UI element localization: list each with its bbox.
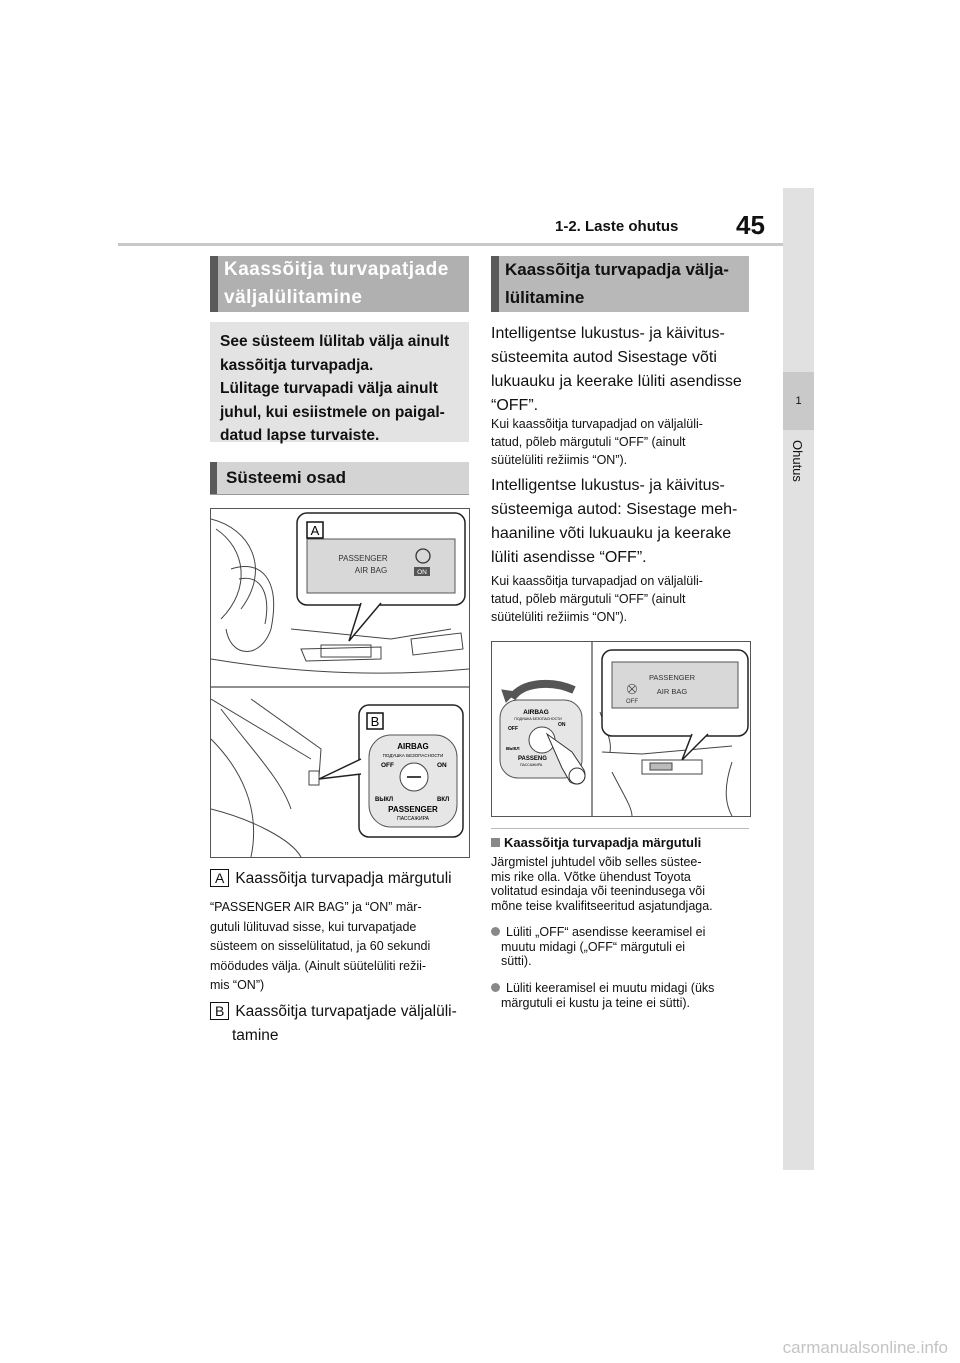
dashboard-illustration (211, 509, 469, 857)
left-note-box (210, 322, 469, 442)
para-2-note-line: Kui kaassõitja turvapadjad on väljalüli- (491, 574, 703, 588)
right-heading-line: Kaassõitja turvapadja välja- (505, 260, 729, 279)
watermark-logo (0, 1335, 960, 1358)
footer-watermark (0, 1335, 960, 1358)
para-1-note (491, 415, 761, 469)
switch-airbag-ru: ПОДУШКА БЕЗОПАСНОСТИ (514, 717, 562, 721)
warning-line: mõne teise kvalifitseeritud asjatundjaga. (491, 898, 713, 913)
right-heading-line: lülitamine (505, 288, 585, 307)
note-line: juhul, kui esiistmele on paigal- (220, 403, 445, 421)
switch-off-label: OFF (508, 726, 518, 732)
subheading-stripe (210, 462, 217, 494)
note-line: See süsteem lülitab välja ainult (220, 333, 450, 350)
indicator-off-label: OFF (626, 699, 638, 705)
callout-b-letter: B (370, 714, 380, 729)
item-a-line: möödudes välja. (Ainult süütelüliti režii- (210, 958, 427, 973)
warning-title (491, 835, 761, 851)
divider (491, 828, 749, 829)
section-title: 1-2. Laste ohutus (555, 218, 679, 235)
indicator-label-2: AIR BAG (656, 687, 688, 696)
item-a-line: süsteem on sisselülitatud, ja 60 sekundi (210, 939, 431, 953)
switch-off-ru-label: ВЫКЛ (506, 746, 520, 751)
para-1-note-line: Kui kaassõitja turvapadjad on väljalüli- (491, 417, 703, 431)
switch-off-figure (491, 641, 751, 817)
bullet-dot-icon (491, 983, 500, 992)
bullet-2-line: märgutuli ei kustu ja teine ei sütti). (501, 995, 690, 1010)
para-2-line: süsteemiga autod: Sisestage meh- (491, 501, 738, 518)
chapter-label-text: Ohutus (790, 440, 805, 482)
right-heading (505, 256, 729, 312)
heading-stripe (210, 256, 218, 312)
bullet-1-line: Lüliti „OFF“ asendisse keeramisel ei (506, 925, 706, 939)
para-1-line: “OFF”. (491, 397, 539, 414)
bullet-dot-icon (491, 927, 500, 936)
switch-passenger-label: PASSENGER (388, 805, 438, 814)
switch-off-label: OFF (381, 762, 394, 769)
left-heading (224, 256, 449, 312)
item-b-caption (210, 1000, 475, 1048)
item-a-tag: A (210, 869, 229, 887)
item-b-title-line: Kaassõitja turvapatjade väljalüli- (235, 1003, 457, 1020)
para-2-line: lüliti asendisse “OFF”. (491, 549, 647, 566)
key-switch-illustration (492, 642, 750, 816)
bullet-1 (491, 925, 761, 969)
para-1-note-line: tatud, põleb märgutuli “OFF” (ainult (491, 435, 686, 449)
left-subheading: Süsteemi osad (226, 468, 346, 487)
note-line: kassõitja turvapadja. (220, 356, 374, 374)
callout-a-letter: A (310, 523, 320, 538)
warning-line: volitatud esindaja või teenindusega või (491, 884, 706, 898)
warning-line: Järgmistel juhtudel võib selles süstee- (491, 855, 702, 869)
header-rule (118, 243, 783, 246)
item-a-caption (210, 867, 470, 891)
watermark-text: carmanualsonline.info (782, 1338, 948, 1357)
note-line: datud lapse turvaiste. (220, 427, 380, 444)
indicator-on-label: ON (417, 569, 427, 576)
heading-stripe (491, 256, 499, 312)
para-2-line: haaniline võti lukuauku ja keerake (491, 525, 732, 542)
item-a-line: “PASSENGER AIR BAG” ja “ON” mär- (210, 900, 422, 914)
left-heading-line: väljalülitamine (224, 287, 363, 308)
seat-icon: ⛒ (626, 684, 638, 695)
chapter-label (786, 440, 812, 500)
item-b-title-line: tamine (232, 1027, 279, 1044)
item-a-title: Kaassõitja turvapadja märgutuli (235, 870, 452, 887)
item-b-tag: B (210, 1002, 229, 1020)
switch-airbag-label: AIRBAG (397, 742, 429, 751)
bullet-1-line: muutu midagi („OFF“ märgutuli ei (501, 939, 686, 954)
switch-off-ru-label: ВЫКЛ (375, 797, 394, 803)
item-a-line: mis “ON”) (210, 978, 265, 992)
para-1 (491, 322, 761, 418)
para-1-line: lukuauku ja keerake lüliti asendisse (491, 373, 742, 390)
switch-passenger-ru: ПАССАЖИРА (397, 816, 429, 822)
item-a-description (210, 898, 475, 996)
switch-passenger-label: PASSENG (518, 756, 547, 762)
indicator-label-1: PASSENGER (338, 554, 388, 563)
chapter-side-tab (783, 188, 814, 1170)
para-1-line: Intelligentse lukustus- ja käivitus- (491, 325, 725, 342)
bullet-2 (491, 981, 761, 1010)
indicator-label-1: PASSENGER (648, 673, 696, 682)
para-2 (491, 474, 761, 570)
switch-on-ru-label: ВКЛ (437, 797, 450, 803)
left-heading-line: Kaassõitja turvapatjade (224, 259, 449, 280)
warning-line: mis rike olla. Võtke ühendust Toyota (491, 869, 691, 884)
bullet-2-line: Lüliti keeramisel ei muutu midagi (üks (506, 981, 715, 995)
switch-airbag-label: AIRBAG (523, 709, 549, 716)
switch-passenger-ru: ПАССАЖИРА (520, 763, 543, 767)
para-2-note (491, 572, 761, 626)
right-heading-box (491, 256, 749, 312)
para-1-note-line: süütelüliti režiimis “ON”). (491, 453, 628, 467)
bullet-1-line: sütti). (501, 954, 532, 968)
para-2-note-line: süütelüliti režiimis “ON”). (491, 610, 628, 624)
warning-title-text: Kaassõitja turvapadja märgutuli (504, 835, 702, 850)
para-1-line: süsteemita autod Sisestage võti (491, 349, 717, 366)
switch-on-label: ON (558, 722, 566, 728)
left-subheading-box (210, 462, 469, 495)
para-2-line: Intelligentse lukustus- ja käivitus- (491, 477, 725, 494)
square-bullet-icon (491, 838, 500, 847)
switch-on-label: ON (437, 762, 447, 769)
system-parts-figure (210, 508, 470, 858)
warning-text (491, 855, 761, 913)
left-heading-box (210, 256, 469, 312)
item-a-line: gutuli lülituvad sisse, kui turvapatjade (210, 919, 417, 934)
chapter-number: 1 (783, 372, 814, 430)
indicator-label-2: AIR BAG (354, 566, 388, 575)
switch-airbag-ru: ПОДУШКА БЕЗОПАСНОСТИ (382, 753, 444, 758)
page-number: 45 (736, 210, 765, 240)
para-2-note-line: tatud, põleb märgutuli “OFF” (ainult (491, 592, 686, 606)
note-line: Lülitage turvapadi välja ainult (220, 380, 438, 397)
